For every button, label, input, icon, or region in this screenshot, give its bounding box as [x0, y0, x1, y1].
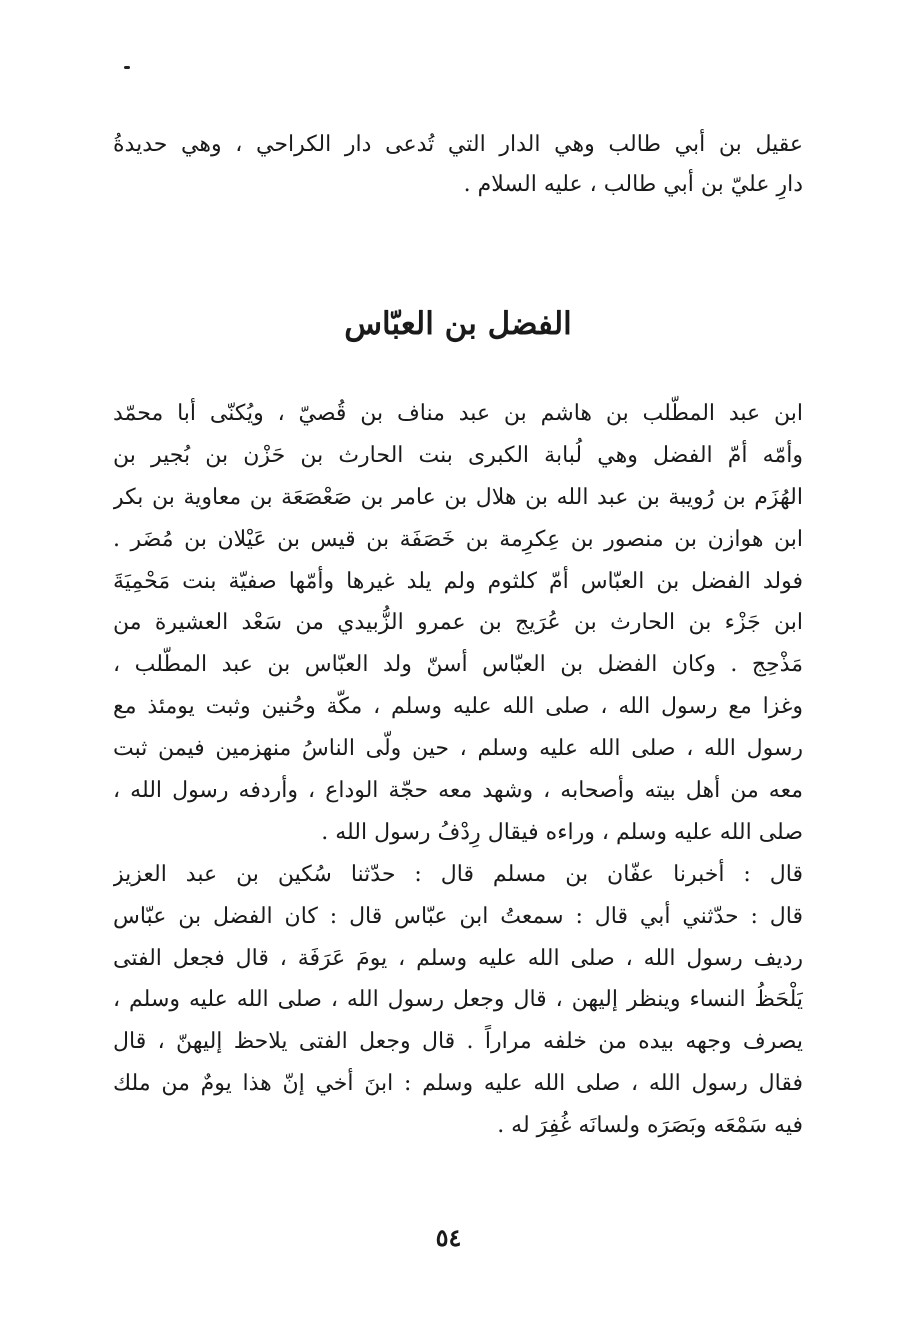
- intro-paragraph: [113, 125, 803, 205]
- text-line: رديف رسول الله ، صلى الله عليه وسلم ، يومَ عَرَفَة ، قال فجعل الفتى: [113, 945, 803, 971]
- text-line: فيه سَمْعَه وبَصَرَه ولسانَه غُفِرَ له .: [497, 1113, 803, 1139]
- text-line: ابن عبد المطّلب بن هاشم بن عبد مناف بن قُصيّ ، ويُكنّى أبا محمّد: [113, 401, 803, 426]
- text-line: ابن جَزْء بن الحارث بن عُرَيج بن عمرو الزُّبيدي من سَعْد العشيرة من: [113, 610, 803, 636]
- text-line: يَلْحَظُ النساء وينظر إليهن ، قال وجعل رسول الله ، صلى الله عليه وسلم ،: [113, 987, 803, 1013]
- ink-speck: [124, 66, 130, 69]
- text-line: الهُزَم بن رُويبة بن عبد الله بن هلال بن عامر بن صَعْصَعَة بن معاوية بن بكر: [113, 484, 803, 510]
- text-line: عقيل بن أبي طالب وهي الدار التي تُدعى دار الكراحي ، وهي حديدةُ: [113, 132, 803, 157]
- text-line: صلى الله عليه وسلم ، وراءه فيقال رِدْفُ رسول الله .: [321, 819, 803, 845]
- body-text: [113, 393, 803, 1147]
- text-line: مَذْحِج . وكان الفضل بن العبّاس أسنّ ولد العبّاس بن عبد المطّلب ،: [113, 652, 803, 678]
- text-line: ابن هوازن بن منصور بن عِكرِمة بن خَصَفَة بن قيس بن عَيْلان بن مُضَر .: [113, 526, 803, 552]
- page-number: ٥٤: [435, 1223, 462, 1252]
- text-line: معه من أهل بيته وأصحابه ، وشهد معه حجّة الوداع ، وأردفه رسول الله ،: [113, 778, 803, 804]
- text-line: دارِ عليّ بن أبي طالب ، عليه السلام .: [463, 172, 803, 197]
- text-line: فقال رسول الله ، صلى الله عليه وسلم : ابنَ أخي إنّ هذا يومٌ من ملك: [113, 1071, 803, 1097]
- text-line: رسول الله ، صلى الله عليه وسلم ، حين ولّى الناسُ منهزمين فيمن ثبت: [113, 736, 803, 762]
- text-line: قال : أخبرنا عفّان بن مسلم قال : حدّثنا سُكين بن عبد العزيز: [113, 861, 803, 887]
- text-line: قال : حدّثني أبي قال : سمعتُ ابن عبّاس قال : كان الفضل بن عبّاس: [113, 903, 803, 929]
- text-line: يصرف وجهه بيده من خلفه مراراً . قال وجعل الفتى يلاحظ إليهنّ ، قال: [113, 1029, 803, 1055]
- text-line: فولد الفضل بن العبّاس أمّ كلثوم ولم يلد غيرها وأمّها صفيّة بنت مَحْمِيَةَ: [113, 568, 803, 594]
- section-heading: الفضل بن العبّاس: [344, 306, 572, 342]
- text-line: وغزا مع رسول الله ، صلى الله عليه وسلم ، مكّة وحُنين وثبت يومئذ مع: [113, 694, 803, 720]
- text-line: وأمّه أمّ الفضل وهي لُبابة الكبرى بنت الحارث بن حَزْن بن بُجير بن: [113, 442, 803, 468]
